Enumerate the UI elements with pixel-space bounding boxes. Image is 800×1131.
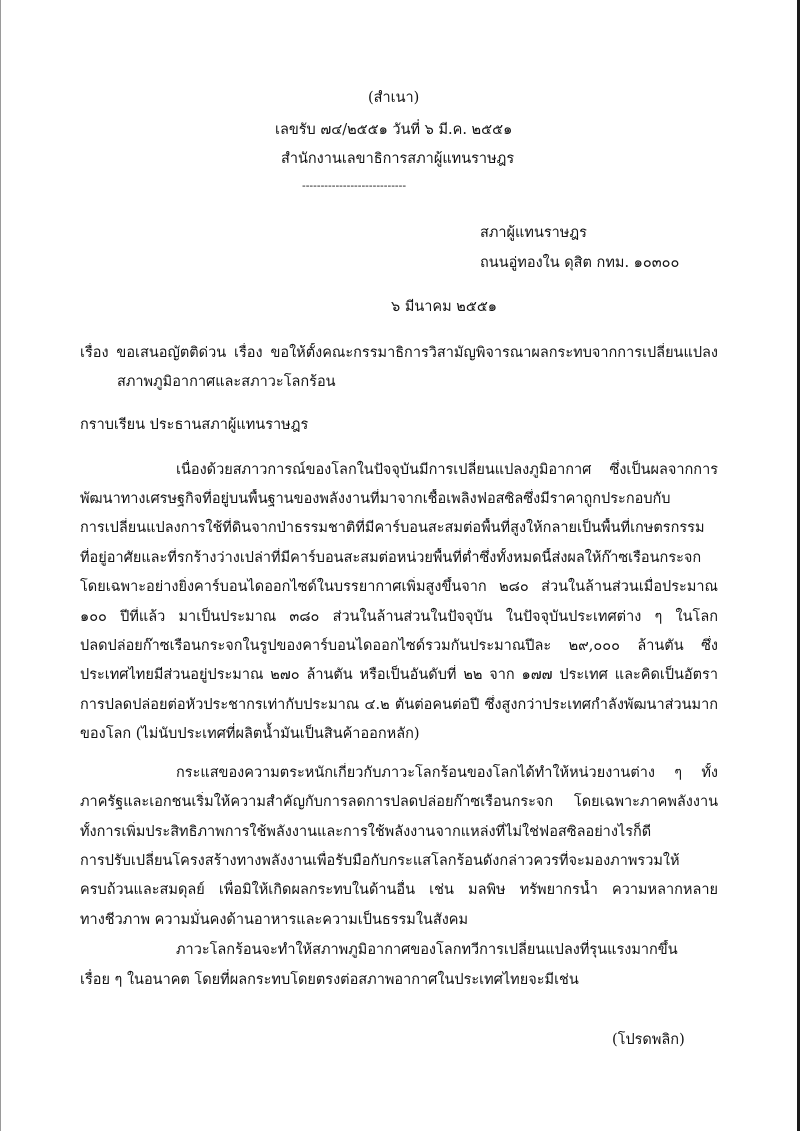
copy-mark: (สำเนา) xyxy=(368,90,420,106)
receipt-line: เลขรับ ๗๔/๒๕๕๑ วันที่ ๖ มี.ค. ๒๕๕๑ xyxy=(275,122,513,138)
letter-date: ๖ มีนาคม ๒๕๕๑ xyxy=(391,299,498,315)
paragraph-3-line: ภาวะโลกร้อนจะทำให้สภาพภูมิอากาศของโลกทวีการเปลี่ยนแปลงที่รุนแรงมากขึ้น xyxy=(176,942,678,958)
paragraph-1-line: ที่อยู่อาศัยและที่รกร้างว่างเปล่าที่มีคาร์บอนสะสมต่อหน่วยพื้นที่ต่ำซึ่งทั้งหมดนี้ส่งผลให้ก๊าซเรือนกระจก xyxy=(80,550,702,566)
paragraph-1-line: ๑๐๐ ปีที่แล้ว มาเป็นประมาณ ๓๘๐ ส่วนในล้านส่วนในปัจจุบัน ในปัจจุบันประเทศต่าง ๆ ในโลก xyxy=(80,609,718,625)
header-divider: ---------------------------- xyxy=(302,179,407,192)
paragraph-1-line: โดยเฉพาะอย่างยิ่งคาร์บอนไดออกไซด์ในบรรยากาศเพิ่มสูงขึ้นจาก ๒๘๐ ส่วนในล้านส่วนเมื่อประมาณ xyxy=(80,579,718,595)
paragraph-2-line: ทางชีวภาพ ความมั่นคงด้านอาหารและความเป็นธรรมในสังคม xyxy=(80,912,469,928)
scan-edge-left xyxy=(0,0,1,1131)
paragraph-3-line: เรื่อย ๆ ในอนาคต โดยที่ผลกระทบโดยตรงต่อสภาพอากาศในประเทศไทยจะมีเช่น xyxy=(80,972,579,988)
paragraph-2-line: ทั้งการเพิ่มประสิทธิภาพการใช้พลังงานและการใช้พลังงานจากแหล่งที่ไม่ใช่ฟอสซิลอย่างไรก็ดี xyxy=(80,824,652,840)
paragraph-1-line: การปลดปล่อยต่อหัวประชากรเท่ากับประมาณ ๔.๒ ตันต่อคนต่อปี ซึ่งสูงกว่าประเทศกำลังพัฒนาส่วนมาก xyxy=(80,697,718,713)
salutation: กราบเรียน ประธานสภาผู้แทนราษฎร xyxy=(80,417,309,433)
paragraph-1-line: เนื่องด้วยสภาวการณ์ของโลกในปัจจุบันมีการเปลี่ยนแปลงภูมิอากาศ ซึ่งเป็นผลจากการ xyxy=(176,462,718,478)
address-org: สภาผู้แทนราษฎร xyxy=(480,225,587,241)
paragraph-1-line: พัฒนาทางเศรษฐกิจที่อยู่บนพื้นฐานของพลังงานที่มาจากเชื้อเพลิงฟอสซิลซึ่งมีราคาถูกประกอบกับ xyxy=(80,491,671,507)
office-name: สำนักงานเลขาธิการสภาผู้แทนราษฎร xyxy=(281,151,515,167)
address-street: ถนนอู่ทองใน ดุสิต กทม. ๑๐๓๐๐ xyxy=(480,255,680,271)
paragraph-2-line: ครบถ้วนและสมดุลย์ เพื่อมิให้เกิดผลกระทบในด้านอื่น เช่น มลพิษ ทรัพยากรน้ำ ความหลากหลาย xyxy=(80,882,718,898)
subject-line-2: สภาพภูมิอากาศและสภาวะโลกร้อน xyxy=(117,374,336,390)
paragraph-1-line: การเปลี่ยนแปลงการใช้ที่ดินจากป่าธรรมชาติที่มีคาร์บอนสะสมต่อพื้นที่สูงให้กลายเป็นพื้นที่เกษตรกรรม xyxy=(80,520,705,536)
paragraph-2-line: ภาครัฐและเอกชนเริ่มให้ความสำคัญกับการลดการปลดปล่อยก๊าซเรือนกระจก โดยเฉพาะภาคพลังงาน xyxy=(80,794,718,810)
turn-page-note: (โปรดพลิก) xyxy=(612,1032,685,1048)
paragraph-1-line: ของโลก (ไม่นับประเทศที่ผลิตน้ำมันเป็นสินค้าออกหลัก) xyxy=(80,726,420,742)
subject-line-1: เรื่อง ขอเสนอญัตติด่วน เรื่อง ขอให้ตั้งคณะกรรมาธิการวิสามัญพิจารณาผลกระทบจากการเปลี่ยนแปลง xyxy=(80,345,718,361)
paragraph-1-line: ปลดปล่อยก๊าซเรือนกระจกในรูปของคาร์บอนไดออกไซด์รวมกันประมาณปีละ ๒๙,๐๐๐ ล้านตัน ซึ่ง xyxy=(80,638,718,654)
paragraph-2-line: กระแสของความตระหนักเกี่ยวกับภาวะโลกร้อนของโลกได้ทำให้หน่วยงานต่าง ๆ ทั้ง xyxy=(176,765,718,781)
paragraph-2-line: การปรับเปลี่ยนโครงสร้างทางพลังงานเพื่อรับมือกับกระแสโลกร้อนดังกล่าวควรที่จะมองภาพรวมให้ xyxy=(80,853,680,869)
paragraph-1-line: ประเทศไทยมีส่วนอยู่ประมาณ ๒๗๐ ล้านตัน หรือเป็นอันดับที่ ๒๒ จาก ๑๗๗ ประเทศ และคิดเป็นอัตรา xyxy=(80,667,718,683)
